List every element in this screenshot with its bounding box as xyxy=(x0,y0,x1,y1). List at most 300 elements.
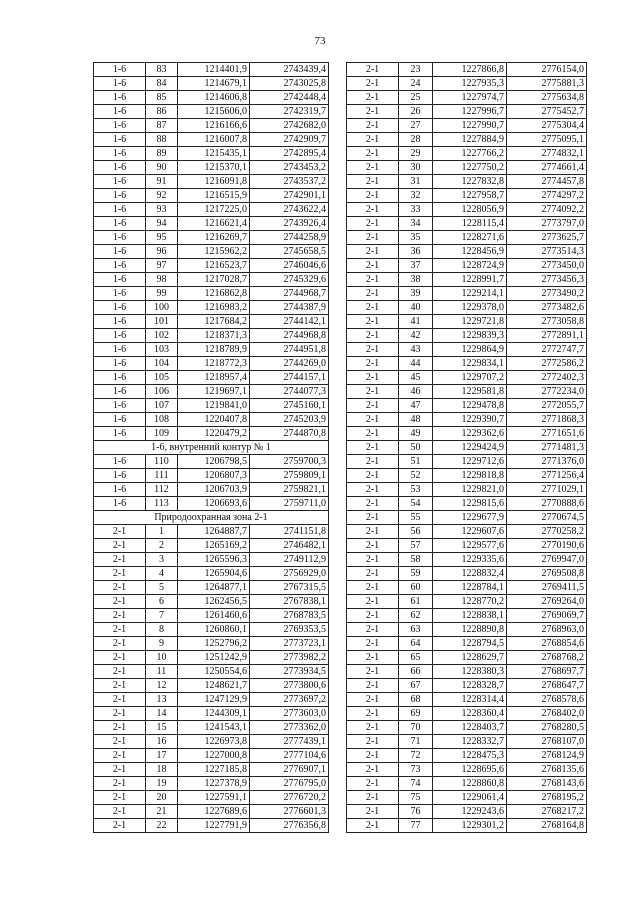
point-number-cell: 72 xyxy=(399,749,433,763)
x-coordinate-cell: 1218371,3 xyxy=(178,329,250,343)
table-row xyxy=(347,665,587,679)
table-row xyxy=(94,357,329,371)
zone-cell: 1-6 xyxy=(94,497,146,511)
table-row xyxy=(347,287,587,301)
x-coordinate-cell: 1227689,6 xyxy=(178,805,250,819)
y-coordinate-cell: 2768647,7 xyxy=(507,679,587,693)
y-coordinate-cell: 2768135,6 xyxy=(507,763,587,777)
point-number-cell: 6 xyxy=(146,595,178,609)
y-coordinate-cell: 2768963,0 xyxy=(507,623,587,637)
point-number-cell: 53 xyxy=(399,483,433,497)
zone-cell: 2-1 xyxy=(347,707,399,721)
zone-cell: 2-1 xyxy=(347,63,399,77)
x-coordinate-cell: 1229478,8 xyxy=(433,399,507,413)
x-coordinate-cell: 1241543,1 xyxy=(178,721,250,735)
y-coordinate-cell: 2773797,0 xyxy=(507,217,587,231)
point-number-cell: 112 xyxy=(146,483,178,497)
y-coordinate-cell: 2768217,2 xyxy=(507,805,587,819)
zone-cell: 1-6 xyxy=(94,329,146,343)
point-number-cell: 92 xyxy=(146,189,178,203)
x-coordinate-cell: 1229607,6 xyxy=(433,525,507,539)
zone-cell: 2-1 xyxy=(347,399,399,413)
point-number-cell: 27 xyxy=(399,119,433,133)
point-number-cell: 20 xyxy=(146,791,178,805)
zone-cell: 1-6 xyxy=(94,245,146,259)
point-number-cell: 17 xyxy=(146,749,178,763)
point-number-cell: 83 xyxy=(146,63,178,77)
table-row xyxy=(347,273,587,287)
point-number-cell: 55 xyxy=(399,511,433,525)
table-row xyxy=(347,371,587,385)
table-row xyxy=(347,357,587,371)
y-coordinate-cell: 2768124,9 xyxy=(507,749,587,763)
y-coordinate-cell: 2775881,3 xyxy=(507,77,587,91)
point-number-cell: 23 xyxy=(399,63,433,77)
zone-cell: 2-1 xyxy=(347,371,399,385)
y-coordinate-cell: 2774457,8 xyxy=(507,175,587,189)
x-coordinate-cell: 1248621,7 xyxy=(178,679,250,693)
table-row xyxy=(94,147,329,161)
x-coordinate-cell: 1229821,0 xyxy=(433,483,507,497)
x-coordinate-cell: 1265596,3 xyxy=(178,553,250,567)
zone-cell: 2-1 xyxy=(94,595,146,609)
point-number-cell: 10 xyxy=(146,651,178,665)
zone-cell: 1-6 xyxy=(94,259,146,273)
table-row xyxy=(347,91,587,105)
zone-cell: 2-1 xyxy=(347,665,399,679)
table-row xyxy=(94,455,329,469)
zone-cell: 1-6 xyxy=(94,231,146,245)
y-coordinate-cell: 2772586,2 xyxy=(507,357,587,371)
table-row xyxy=(347,763,587,777)
table-row xyxy=(94,343,329,357)
zone-cell: 2-1 xyxy=(347,595,399,609)
zone-cell: 2-1 xyxy=(94,749,146,763)
point-number-cell: 67 xyxy=(399,679,433,693)
x-coordinate-cell: 1220407,8 xyxy=(178,413,250,427)
point-number-cell: 8 xyxy=(146,623,178,637)
zone-cell: 2-1 xyxy=(347,455,399,469)
y-coordinate-cell: 2768107,0 xyxy=(507,735,587,749)
point-number-cell: 64 xyxy=(399,637,433,651)
x-coordinate-cell: 1228380,3 xyxy=(433,665,507,679)
page-number: 73 xyxy=(314,35,326,47)
zone-cell: 2-1 xyxy=(347,105,399,119)
point-number-cell: 28 xyxy=(399,133,433,147)
table-row xyxy=(94,175,329,189)
zone-cell: 2-1 xyxy=(347,609,399,623)
zone-cell: 2-1 xyxy=(347,777,399,791)
zone-cell: 1-6 xyxy=(94,343,146,357)
y-coordinate-cell: 2742895,4 xyxy=(250,147,329,161)
table-row xyxy=(347,231,587,245)
y-coordinate-cell: 2768578,6 xyxy=(507,693,587,707)
point-number-cell: 41 xyxy=(399,315,433,329)
zone-cell: 2-1 xyxy=(94,735,146,749)
x-coordinate-cell: 1228832,4 xyxy=(433,567,507,581)
table-row xyxy=(347,707,587,721)
zone-cell: 2-1 xyxy=(347,441,399,455)
y-coordinate-cell: 2768768,2 xyxy=(507,651,587,665)
zone-cell: 2-1 xyxy=(347,763,399,777)
y-coordinate-cell: 2769264,0 xyxy=(507,595,587,609)
point-number-cell: 91 xyxy=(146,175,178,189)
x-coordinate-cell: 1229581,8 xyxy=(433,385,507,399)
table-row xyxy=(94,595,329,609)
table-row xyxy=(347,147,587,161)
x-coordinate-cell: 1228403,7 xyxy=(433,721,507,735)
x-coordinate-cell: 1229707,2 xyxy=(433,371,507,385)
zone-cell: 2-1 xyxy=(94,581,146,595)
x-coordinate-cell: 1217225,0 xyxy=(178,203,250,217)
x-coordinate-cell: 1265904,6 xyxy=(178,567,250,581)
point-number-cell: 37 xyxy=(399,259,433,273)
point-number-cell: 47 xyxy=(399,399,433,413)
y-coordinate-cell: 2773482,6 xyxy=(507,301,587,315)
y-coordinate-cell: 2776720,2 xyxy=(250,791,329,805)
point-number-cell: 102 xyxy=(146,329,178,343)
zone-cell: 1-6 xyxy=(94,105,146,119)
zone-cell: 2-1 xyxy=(94,819,146,833)
point-number-cell: 111 xyxy=(146,469,178,483)
table-row xyxy=(347,427,587,441)
y-coordinate-cell: 2746482,1 xyxy=(250,539,329,553)
zone-cell: 1-6 xyxy=(94,413,146,427)
table-row xyxy=(94,245,329,259)
x-coordinate-cell: 1228838,1 xyxy=(433,609,507,623)
x-coordinate-cell: 1216007,8 xyxy=(178,133,250,147)
point-number-cell: 110 xyxy=(146,455,178,469)
y-coordinate-cell: 2775095,1 xyxy=(507,133,587,147)
zone-cell: 1-6 xyxy=(94,217,146,231)
y-coordinate-cell: 2768783,5 xyxy=(250,609,329,623)
y-coordinate-cell: 2743439,4 xyxy=(250,63,329,77)
table-row xyxy=(347,539,587,553)
zone-cell: 2-1 xyxy=(347,679,399,693)
x-coordinate-cell: 1227996,7 xyxy=(433,105,507,119)
y-coordinate-cell: 2744258,9 xyxy=(250,231,329,245)
table-row xyxy=(94,287,329,301)
zone-cell: 2-1 xyxy=(347,497,399,511)
x-coordinate-cell: 1218789,9 xyxy=(178,343,250,357)
zone-cell: 2-1 xyxy=(347,287,399,301)
zone-cell: 2-1 xyxy=(347,483,399,497)
x-coordinate-cell: 1228475,3 xyxy=(433,749,507,763)
x-coordinate-cell: 1228991,7 xyxy=(433,273,507,287)
zone-cell: 1-6 xyxy=(94,91,146,105)
x-coordinate-cell: 1206798,5 xyxy=(178,455,250,469)
x-coordinate-cell: 1228115,4 xyxy=(433,217,507,231)
point-number-cell: 1 xyxy=(146,525,178,539)
y-coordinate-cell: 2773362,0 xyxy=(250,721,329,735)
y-coordinate-cell: 2742682,0 xyxy=(250,119,329,133)
point-number-cell: 51 xyxy=(399,455,433,469)
x-coordinate-cell: 1228056,9 xyxy=(433,203,507,217)
zone-cell: 1-6 xyxy=(94,301,146,315)
table-row xyxy=(347,805,587,819)
table-row xyxy=(347,623,587,637)
table-row xyxy=(94,63,329,77)
zone-cell: 2-1 xyxy=(347,133,399,147)
zone-cell: 2-1 xyxy=(347,91,399,105)
zone-cell: 2-1 xyxy=(347,175,399,189)
x-coordinate-cell: 1229721,8 xyxy=(433,315,507,329)
point-number-cell: 13 xyxy=(146,693,178,707)
point-number-cell: 40 xyxy=(399,301,433,315)
zone-cell: 2-1 xyxy=(347,525,399,539)
zone-cell: 2-1 xyxy=(94,525,146,539)
y-coordinate-cell: 2767315,5 xyxy=(250,581,329,595)
zone-cell: 1-6 xyxy=(94,161,146,175)
point-number-cell: 70 xyxy=(399,721,433,735)
x-coordinate-cell: 1229335,6 xyxy=(433,553,507,567)
zone-cell: 2-1 xyxy=(94,623,146,637)
x-coordinate-cell: 1228271,6 xyxy=(433,231,507,245)
point-number-cell: 104 xyxy=(146,357,178,371)
point-number-cell: 22 xyxy=(146,819,178,833)
point-number-cell: 98 xyxy=(146,273,178,287)
table-row xyxy=(347,161,587,175)
point-number-cell: 86 xyxy=(146,105,178,119)
table-row xyxy=(347,441,587,455)
point-number-cell: 49 xyxy=(399,427,433,441)
point-number-cell: 95 xyxy=(146,231,178,245)
zone-cell: 2-1 xyxy=(347,511,399,525)
y-coordinate-cell: 2771376,0 xyxy=(507,455,587,469)
y-coordinate-cell: 2773800,6 xyxy=(250,679,329,693)
table-row xyxy=(347,385,587,399)
zone-cell: 2-1 xyxy=(347,581,399,595)
x-coordinate-cell: 1265169,2 xyxy=(178,539,250,553)
x-coordinate-cell: 1227185,8 xyxy=(178,763,250,777)
y-coordinate-cell: 2768280,5 xyxy=(507,721,587,735)
point-number-cell: 12 xyxy=(146,679,178,693)
zone-cell: 2-1 xyxy=(94,763,146,777)
zone-cell: 2-1 xyxy=(94,693,146,707)
point-number-cell: 14 xyxy=(146,707,178,721)
y-coordinate-cell: 2768697,7 xyxy=(507,665,587,679)
zone-cell: 2-1 xyxy=(347,721,399,735)
point-number-cell: 18 xyxy=(146,763,178,777)
table-row xyxy=(94,567,329,581)
table-row xyxy=(347,511,587,525)
point-number-cell: 56 xyxy=(399,525,433,539)
table-row xyxy=(94,539,329,553)
point-number-cell: 87 xyxy=(146,119,178,133)
x-coordinate-cell: 1228332,7 xyxy=(433,735,507,749)
zone-cell: 1-6 xyxy=(94,483,146,497)
x-coordinate-cell: 1229815,6 xyxy=(433,497,507,511)
y-coordinate-cell: 2777104,6 xyxy=(250,749,329,763)
table-row xyxy=(94,763,329,777)
point-number-cell: 60 xyxy=(399,581,433,595)
x-coordinate-cell: 1215435,1 xyxy=(178,147,250,161)
point-number-cell: 26 xyxy=(399,105,433,119)
point-number-cell: 73 xyxy=(399,763,433,777)
x-coordinate-cell: 1229378,0 xyxy=(433,301,507,315)
point-number-cell: 84 xyxy=(146,77,178,91)
point-number-cell: 89 xyxy=(146,147,178,161)
y-coordinate-cell: 2745203,9 xyxy=(250,413,329,427)
zone-cell: 2-1 xyxy=(347,119,399,133)
x-coordinate-cell: 1228695,6 xyxy=(433,763,507,777)
zone-cell: 2-1 xyxy=(347,819,399,833)
zone-cell: 2-1 xyxy=(347,469,399,483)
x-coordinate-cell: 1215962,2 xyxy=(178,245,250,259)
y-coordinate-cell: 2768195,2 xyxy=(507,791,587,805)
x-coordinate-cell: 1229864,9 xyxy=(433,343,507,357)
table-row xyxy=(94,385,329,399)
zone-cell: 2-1 xyxy=(94,665,146,679)
point-number-cell: 50 xyxy=(399,441,433,455)
table-row xyxy=(347,189,587,203)
table-row xyxy=(347,343,587,357)
point-number-cell: 19 xyxy=(146,777,178,791)
table-row xyxy=(347,315,587,329)
point-number-cell: 61 xyxy=(399,595,433,609)
point-number-cell: 65 xyxy=(399,651,433,665)
x-coordinate-cell: 1228629,7 xyxy=(433,651,507,665)
point-number-cell: 63 xyxy=(399,623,433,637)
y-coordinate-cell: 2773982,2 xyxy=(250,651,329,665)
point-number-cell: 31 xyxy=(399,175,433,189)
table-row xyxy=(94,805,329,819)
zone-cell: 2-1 xyxy=(347,189,399,203)
zone-cell: 1-6 xyxy=(94,427,146,441)
y-coordinate-cell: 2743025,8 xyxy=(250,77,329,91)
y-coordinate-cell: 2744387,9 xyxy=(250,301,329,315)
table-row xyxy=(94,483,329,497)
zone-cell: 2-1 xyxy=(347,427,399,441)
zone-cell: 2-1 xyxy=(347,315,399,329)
point-number-cell: 59 xyxy=(399,567,433,581)
point-number-cell: 113 xyxy=(146,497,178,511)
zone-cell: 2-1 xyxy=(94,777,146,791)
table-row xyxy=(347,735,587,749)
y-coordinate-cell: 2773723,1 xyxy=(250,637,329,651)
x-coordinate-cell: 1227000,8 xyxy=(178,749,250,763)
zone-cell: 2-1 xyxy=(347,693,399,707)
y-coordinate-cell: 2774297,2 xyxy=(507,189,587,203)
y-coordinate-cell: 2749112,9 xyxy=(250,553,329,567)
x-coordinate-cell: 1229712,6 xyxy=(433,455,507,469)
table-row xyxy=(347,777,587,791)
y-coordinate-cell: 2742448,4 xyxy=(250,91,329,105)
table-row xyxy=(347,749,587,763)
x-coordinate-cell: 1218957,4 xyxy=(178,371,250,385)
x-coordinate-cell: 1206703,9 xyxy=(178,483,250,497)
y-coordinate-cell: 2775452,7 xyxy=(507,105,587,119)
point-number-cell: 77 xyxy=(399,819,433,833)
y-coordinate-cell: 2773058,8 xyxy=(507,315,587,329)
point-number-cell: 58 xyxy=(399,553,433,567)
table-row xyxy=(94,721,329,735)
y-coordinate-cell: 2773450,0 xyxy=(507,259,587,273)
zone-cell: 2-1 xyxy=(347,385,399,399)
x-coordinate-cell: 1206807,3 xyxy=(178,469,250,483)
table-row xyxy=(94,693,329,707)
zone-cell: 2-1 xyxy=(347,623,399,637)
point-number-cell: 71 xyxy=(399,735,433,749)
y-coordinate-cell: 2776154,0 xyxy=(507,63,587,77)
table-row xyxy=(347,721,587,735)
section-header-row xyxy=(94,441,329,455)
point-number-cell: 96 xyxy=(146,245,178,259)
x-coordinate-cell: 1227791,9 xyxy=(178,819,250,833)
zone-cell: 2-1 xyxy=(94,553,146,567)
y-coordinate-cell: 2771651,6 xyxy=(507,427,587,441)
point-number-cell: 46 xyxy=(399,385,433,399)
point-number-cell: 33 xyxy=(399,203,433,217)
table-row xyxy=(94,259,329,273)
y-coordinate-cell: 2773697,2 xyxy=(250,693,329,707)
zone-cell: 1-6 xyxy=(94,287,146,301)
point-number-cell: 36 xyxy=(399,245,433,259)
table-row xyxy=(94,77,329,91)
x-coordinate-cell: 1229362,6 xyxy=(433,427,507,441)
y-coordinate-cell: 2770888,6 xyxy=(507,497,587,511)
table-row xyxy=(347,637,587,651)
x-coordinate-cell: 1247129,9 xyxy=(178,693,250,707)
point-number-cell: 69 xyxy=(399,707,433,721)
table-row xyxy=(94,315,329,329)
table-row xyxy=(94,273,329,287)
y-coordinate-cell: 2741151,8 xyxy=(250,525,329,539)
zone-cell: 2-1 xyxy=(94,805,146,819)
table-row xyxy=(347,301,587,315)
table-row xyxy=(94,119,329,133)
zone-cell: 2-1 xyxy=(94,721,146,735)
table-row xyxy=(94,301,329,315)
x-coordinate-cell: 1229243,6 xyxy=(433,805,507,819)
point-number-cell: 5 xyxy=(146,581,178,595)
zone-cell: 2-1 xyxy=(347,161,399,175)
x-coordinate-cell: 1215370,1 xyxy=(178,161,250,175)
zone-cell: 2-1 xyxy=(347,343,399,357)
y-coordinate-cell: 2776601,3 xyxy=(250,805,329,819)
table-row xyxy=(347,455,587,469)
y-coordinate-cell: 2776795,0 xyxy=(250,777,329,791)
y-coordinate-cell: 2744142,1 xyxy=(250,315,329,329)
x-coordinate-cell: 1227990,7 xyxy=(433,119,507,133)
y-coordinate-cell: 2773603,0 xyxy=(250,707,329,721)
zone-cell: 1-6 xyxy=(94,385,146,399)
x-coordinate-cell: 1229214,1 xyxy=(433,287,507,301)
x-coordinate-cell: 1226973,8 xyxy=(178,735,250,749)
y-coordinate-cell: 2772891,1 xyxy=(507,329,587,343)
point-number-cell: 106 xyxy=(146,385,178,399)
y-coordinate-cell: 2773625,7 xyxy=(507,231,587,245)
table-row xyxy=(347,259,587,273)
zone-cell: 1-6 xyxy=(94,63,146,77)
table-row xyxy=(94,189,329,203)
table-row xyxy=(347,581,587,595)
zone-cell: 1-6 xyxy=(94,175,146,189)
zone-cell: 2-1 xyxy=(347,735,399,749)
table-row xyxy=(347,791,587,805)
y-coordinate-cell: 2746046,6 xyxy=(250,259,329,273)
table-row xyxy=(347,105,587,119)
point-number-cell: 9 xyxy=(146,637,178,651)
x-coordinate-cell: 1228770,2 xyxy=(433,595,507,609)
coordinates-table-right xyxy=(346,62,587,833)
y-coordinate-cell: 2775634,8 xyxy=(507,91,587,105)
x-coordinate-cell: 1227884,9 xyxy=(433,133,507,147)
x-coordinate-cell: 1227378,9 xyxy=(178,777,250,791)
point-number-cell: 100 xyxy=(146,301,178,315)
table-row xyxy=(347,399,587,413)
table-row xyxy=(94,581,329,595)
